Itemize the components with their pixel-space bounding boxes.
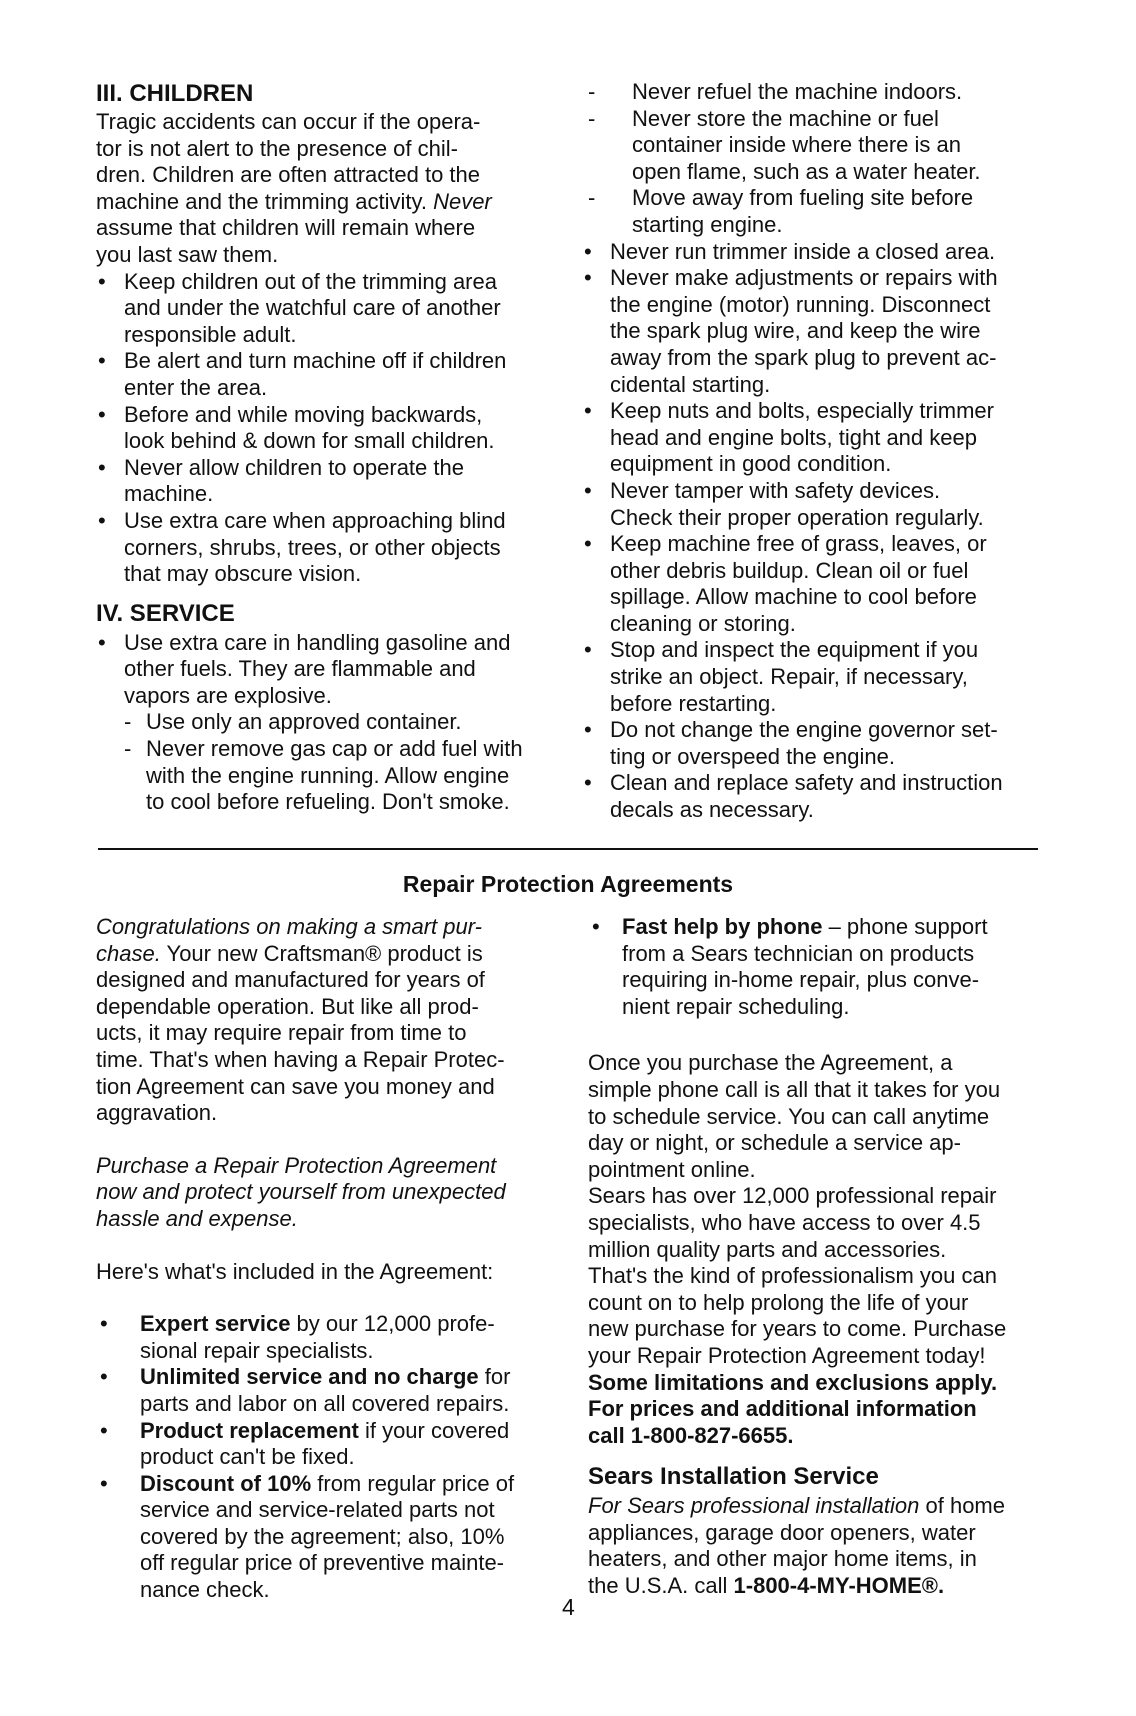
once-line: pointment online. [588, 1156, 756, 1182]
included-line: Here's what's included in the Agreement: [96, 1258, 494, 1284]
children-intro-line: tor is not alert to the presence of chil- [96, 135, 458, 161]
bullet-line: and under the watchful care of another [124, 295, 501, 321]
once-line: your Repair Protection Agreement today! [588, 1342, 986, 1368]
agreement-benefit [96, 1471, 566, 1604]
dash-line: starting engine. [632, 211, 783, 237]
bullet-line: decals as necessary. [610, 797, 814, 823]
once-line: Once you purchase the Agreement, a [588, 1050, 953, 1076]
children-intro-line: dren. Children are often attracted to the [96, 162, 481, 188]
benefit-line: nient repair scheduling. [622, 993, 850, 1019]
children-bullet [96, 269, 566, 349]
bullet-line: corners, shrubs, trees, or other objects [124, 534, 501, 560]
once-line: new purchase for years to come. Purchase [588, 1316, 1007, 1342]
installation-heading: Sears Installation Service [588, 1463, 879, 1491]
service-bullet [582, 717, 1062, 770]
benefit-title: Unlimited service and no charge [140, 1364, 479, 1390]
benefit-line: sional repair specialists. [140, 1337, 374, 1363]
bullet-line: • Never allow children to operate the [124, 454, 464, 480]
bullet-line: the engine (motor) running. Disconnect [610, 291, 991, 317]
bullet-line: before restarting. [610, 690, 777, 716]
bullet-line: • Keep children out of the trimming area [124, 268, 497, 294]
bullet-line: • Stop and inspect the equipment if you [610, 637, 979, 663]
children-bullet [96, 402, 566, 455]
benefit-line [140, 1311, 566, 1338]
service-bullet [96, 630, 566, 710]
installation-line [588, 1573, 1068, 1600]
benefit-title: Expert service [140, 1311, 291, 1337]
bullet-line: that may obscure vision. [124, 561, 362, 587]
agreement-benefit [96, 1311, 566, 1364]
service-heading: IV. SERVICE [96, 599, 235, 627]
benefit-title: Product replacement [140, 1417, 359, 1443]
children-intro-text: machine and the trimming activity. [96, 188, 427, 214]
fuel-dash-item [582, 185, 1062, 238]
children-bullet [96, 508, 566, 588]
benefit-line: service and service-related parts not [140, 1497, 495, 1523]
bullet-line: other fuels. They are flammable and [124, 656, 476, 682]
bullet-line: cidental starting. [610, 371, 771, 397]
benefit-text: by our 12,000 profe- [290, 1311, 495, 1337]
service-bullet [582, 265, 1062, 398]
congrats-emphasis: chase. [96, 940, 161, 966]
bullet-line: cleaning or storing. [610, 610, 796, 636]
dash-line: open flame, such as a water heater. [632, 158, 981, 184]
benefit-title: Discount of 10% [140, 1470, 312, 1496]
purchase-line: hassle and expense. [96, 1205, 298, 1231]
congrats-line: dependable operation. But like all prod- [96, 993, 479, 1019]
dash-line: - Move away from fueling site before [632, 185, 974, 211]
benefit-line [622, 914, 1068, 941]
congrats-line: ucts, it may require repair from time to [96, 1020, 467, 1046]
bullet-line: ting or overspeed the engine. [610, 743, 895, 769]
bullet-line: strike an object. Repair, if necessary, [610, 664, 968, 690]
bullet-line: • Use extra care when approaching blind [124, 507, 506, 533]
service-bullet [582, 637, 1062, 717]
children-intro-emphasis: Never [433, 188, 492, 214]
dash-line: container inside where there is an [632, 132, 961, 158]
benefit-line: parts and labor on all covered repairs. [140, 1390, 510, 1416]
bullet-line: • Use extra care in handling gasoline and [124, 629, 511, 655]
bullet-line: • Be alert and turn machine off if children [124, 348, 507, 374]
congrats-line: designed and manufactured for years of [96, 967, 485, 993]
benefit-line: off regular price of preventive mainte- [140, 1550, 504, 1576]
dash-line: - Never remove gas cap or add fuel with [146, 736, 523, 762]
installation-phone: 1-800-4-MY-HOME®. [733, 1573, 945, 1599]
service-bullet [582, 398, 1062, 478]
benefit-line [140, 1364, 566, 1391]
service-bullet [582, 239, 1062, 266]
spacer [96, 1233, 566, 1259]
installation-text: the U.S.A. call [588, 1573, 734, 1599]
service-bullet [582, 478, 1062, 531]
bullet-line: Check their proper operation regularly. [610, 504, 984, 530]
fuel-dash-item [582, 106, 1062, 186]
dash-line: with the engine running. Allow engine [146, 762, 510, 788]
agreement-benefit [96, 1418, 566, 1471]
bullet-line: • Clean and replace safety and instruction [610, 770, 1003, 796]
benefit-title: Fast help by phone [622, 914, 823, 939]
dash-line: - Never refuel the machine indoors. [632, 79, 963, 104]
limits-line: Some limitations and exclusions apply. [588, 1369, 998, 1395]
once-line: Sears has over 12,000 professional repair [588, 1183, 997, 1209]
children-intro-line [96, 189, 566, 216]
agreement-benefit [96, 1364, 566, 1417]
fuel-dash-item [582, 79, 1062, 106]
dash-line: - Never store the machine or fuel [632, 105, 939, 131]
benefit-text: for [478, 1364, 511, 1390]
limits-line: call 1-800-827-6655. [588, 1422, 794, 1448]
congrats-line: aggravation. [96, 1100, 218, 1126]
congrats-line: Congratulations on making a smart pur- [96, 914, 483, 939]
once-line: simple phone call is all that it takes for you [588, 1076, 1001, 1102]
benefit-line [140, 1471, 566, 1498]
congrats-line [96, 941, 566, 968]
benefit-line: requiring in-home repair, plus conve- [622, 967, 980, 993]
benefit-line: nance check. [140, 1577, 270, 1603]
spacer [96, 1285, 566, 1311]
bullet-line: the spark plug wire, and keep the wire [610, 318, 981, 344]
bullet-line: • Do not change the engine governor set- [610, 717, 998, 743]
spacer [588, 1020, 1068, 1050]
dash-line: to cool before refueling. Don't smoke. [146, 789, 510, 815]
benefit-line: covered by the agreement; also, 10% [140, 1523, 505, 1549]
bullet-line: other debris buildup. Clean oil or fuel [610, 557, 969, 583]
benefit-line: from a Sears technician on products [622, 940, 975, 966]
children-intro-line: Tragic accidents can occur if the opera- [96, 109, 481, 134]
once-line: day or night, or schedule a service ap- [588, 1130, 961, 1156]
spacer [96, 1127, 566, 1153]
children-bullet [96, 455, 566, 508]
limits-line: For prices and additional information [588, 1396, 977, 1422]
service-bullet [582, 770, 1062, 823]
left-bottom-column [96, 914, 566, 1604]
dash-line: - Use only an approved container. [146, 709, 462, 735]
bullet-line: vapors are explosive. [124, 682, 332, 708]
section-divider [98, 848, 1038, 850]
purchase-line: now and protect yourself from unexpected [96, 1179, 506, 1205]
congrats-line: time. That's when having a Repair Protec- [96, 1046, 505, 1072]
service-dash-item [96, 709, 566, 736]
benefit-line: product can't be fixed. [140, 1444, 355, 1470]
bullet-line: equipment in good condition. [610, 451, 892, 477]
right-top-column [582, 79, 1062, 824]
benefit-text: from regular price of [311, 1470, 515, 1496]
bullet-line: look behind & down for small children. [124, 428, 495, 454]
bullet-line: • Before and while moving backwards, [124, 401, 483, 427]
once-line: count on to help prolong the life of your [588, 1289, 969, 1315]
bullet-line: • Never make adjustments or repairs with [610, 265, 998, 291]
bullet-line: spillage. Allow machine to cool before [610, 584, 977, 610]
once-line: That's the kind of professionalism you can [588, 1263, 997, 1289]
once-line: specialists, who have access to over 4.5 [588, 1209, 981, 1235]
children-intro-line: you last saw them. [96, 241, 279, 267]
service-bullet [582, 531, 1062, 637]
benefit-line [140, 1418, 566, 1445]
installation-text: of home [919, 1493, 1005, 1519]
children-intro-line: assume that children will remain where [96, 215, 476, 241]
spacer [588, 1449, 1068, 1463]
right-bottom-column [588, 914, 1068, 1600]
installation-emphasis: For Sears professional installation [588, 1493, 920, 1519]
bullet-line: • Never tamper with safety devices. [610, 477, 941, 503]
page-number: 4 [562, 1594, 575, 1620]
bullet-line: • Never run trimmer inside a closed area. [610, 238, 996, 264]
installation-line: appliances, garage door openers, water [588, 1519, 976, 1545]
bullet-line: enter the area. [124, 374, 268, 400]
bullet-line: • Keep machine free of grass, leaves, or [610, 531, 987, 557]
children-bullet [96, 348, 566, 401]
benefit-text: if your covered [358, 1417, 510, 1443]
congrats-line: tion Agreement can save you money and [96, 1073, 495, 1099]
left-top-column [96, 80, 566, 816]
installation-line [588, 1493, 1068, 1520]
benefit-text: – phone support [822, 914, 988, 939]
congrats-text: Your new Craftsman® product is [160, 940, 483, 966]
children-heading: III. CHILDREN [96, 80, 254, 107]
bullet-line: responsible adult. [124, 321, 297, 347]
once-line: million quality parts and accessories. [588, 1236, 947, 1262]
bullet-line: • Keep nuts and bolts, especially trimmer [610, 398, 994, 424]
once-line: to schedule service. You can call anytime [588, 1103, 990, 1129]
repair-protection-title: Repair Protection Agreements [402, 871, 734, 897]
installation-line: heaters, and other major home items, in [588, 1546, 977, 1572]
bullet-line: head and engine bolts, tight and keep [610, 424, 977, 450]
purchase-line: Purchase a Repair Protection Agreement [96, 1152, 497, 1178]
bullet-line: machine. [124, 481, 214, 507]
service-dash-item [96, 736, 566, 816]
agreement-benefit [588, 914, 1068, 1020]
bullet-line: away from the spark plug to prevent ac- [610, 344, 997, 370]
